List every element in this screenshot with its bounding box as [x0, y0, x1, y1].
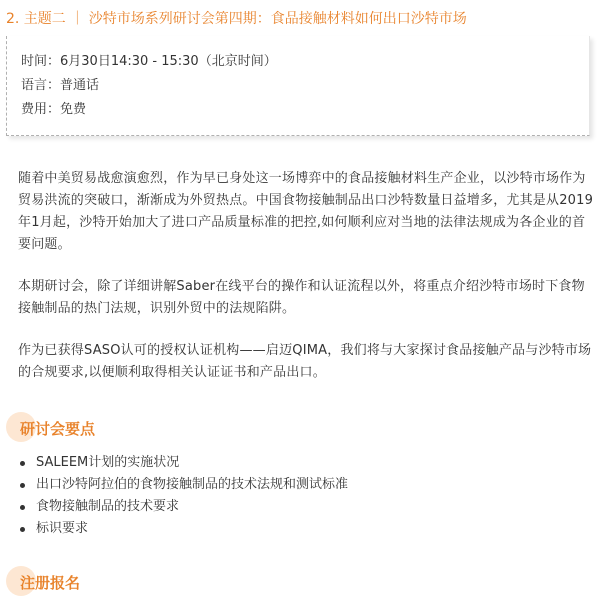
event-language: 语言：普通话 — [21, 78, 100, 93]
seminar-paragraph: 本期研讨会，除了详细讲解Saber在线平台的操作和认证流程以外，将重点介绍沙特市场时下食物接触制品的热门法规，识别外贸中的法规陷阱。 — [18, 279, 585, 316]
bullet-icon — [20, 505, 25, 510]
intro-paragraph: 随着中美贸易战愈演愈烈，作为早已身处这一场博弈中的食品接触材料生产企业，以沙特市场作为贸易洪流的突破口，渐渐成为外贸热点。中国食物接触制品出口沙特数量日益增多，尤其是从2019年1月起，沙特开始加大了进口产品质量标准的把控,如何顺利应对当地的法律法规成为各企业的首要问题。 — [18, 171, 594, 252]
qima-paragraph: 作为已获得SASO认可的授权认证机构——启迈QIMA，我们将与大家探讨食品接触产品与沙特市场的合规要求,以便顺利取得相关认证证书和产品出口。 — [18, 343, 592, 380]
bullet-icon — [20, 483, 25, 488]
key-points-list — [18, 452, 348, 540]
bullet-icon — [20, 461, 25, 466]
list-item: 出口沙特阿拉伯的食物接触制品的技术法规和测试标准 — [18, 474, 348, 496]
list-item: 标识要求 — [18, 518, 348, 540]
key-points-heading-label: 研讨会要点 — [20, 420, 96, 438]
event-fee: 费用：免费 — [21, 102, 87, 117]
registration-heading-label: 注册报名 — [20, 574, 81, 592]
bullet-icon — [20, 527, 25, 532]
event-time: 时间：6月30日14:30 - 15:30（北京时间） — [21, 54, 277, 69]
list-item: 食物接触制品的技术要求 — [18, 496, 348, 518]
topic-title: 2. 主题二 ｜ 沙特市场系列研讨会第四期：食品接触材料如何出口沙特市场 — [6, 11, 467, 27]
event-info-box — [6, 36, 590, 136]
list-item: SALEEM计划的实施状况 — [18, 452, 348, 474]
